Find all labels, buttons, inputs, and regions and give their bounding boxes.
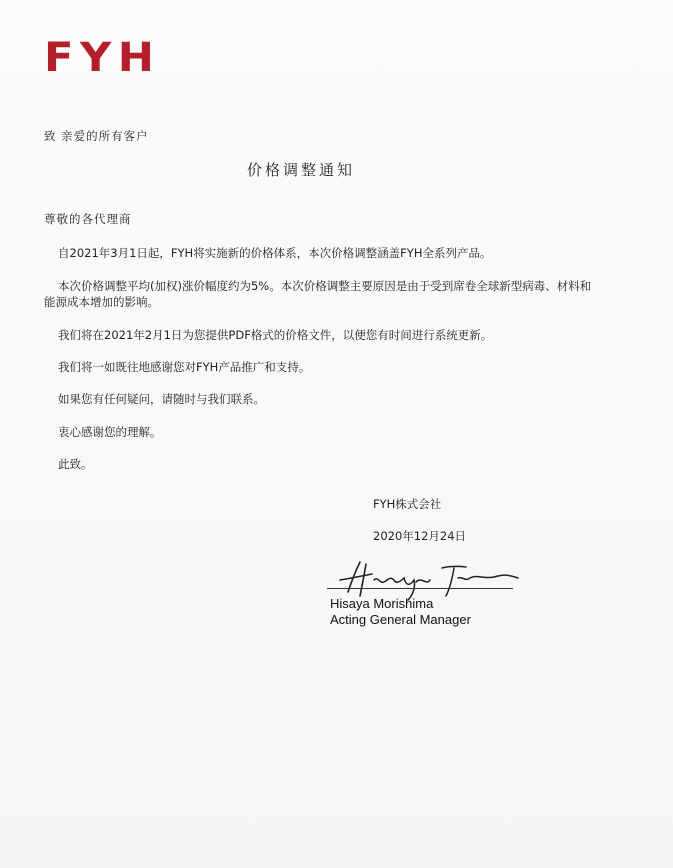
paragraph-reason-line-1: 本次价格调整平均(加权)涨价幅度约为5%。本次价格调整主要原因是由于受到席卷全球新型病毒、材料和 (58, 279, 592, 293)
paragraph-price-file: 我们将在2021年2月1日为您提供PDF格式的价格文件，以便您有时间进行系统更新。 (58, 328, 493, 342)
paragraph-effective-date: 自2021年3月1日起，FYH将实施新的价格体系，本次价格调整涵盖FYH全系列产品。 (58, 246, 492, 260)
paragraph-understanding: 衷心感谢您的理解。 (58, 425, 162, 439)
signature-underline (327, 588, 513, 589)
fyh-logo: FYH (44, 35, 161, 81)
signatory-role: Acting General Manager (330, 612, 471, 627)
paragraph-thanks-support: 我们将一如既往地感谢您对FYH产品推广和支持。 (58, 360, 311, 374)
signatory-name: Hisaya Morishima (330, 596, 434, 611)
paragraph-contact: 如果您有任何疑问，请随时与我们联系。 (58, 392, 265, 406)
letter-title: 价格调整通知 (247, 161, 356, 179)
closing-line: 此致。 (58, 457, 93, 471)
addressee-line: 致 亲爱的所有客户 (44, 129, 149, 143)
greeting-line: 尊敬的各代理商 (44, 212, 132, 226)
letter-date: 2020年12月24日 (373, 529, 467, 543)
company-name: FYH株式会社 (373, 497, 442, 511)
paragraph-reason-line-2: 能源成本增加的影响。 (44, 295, 159, 309)
